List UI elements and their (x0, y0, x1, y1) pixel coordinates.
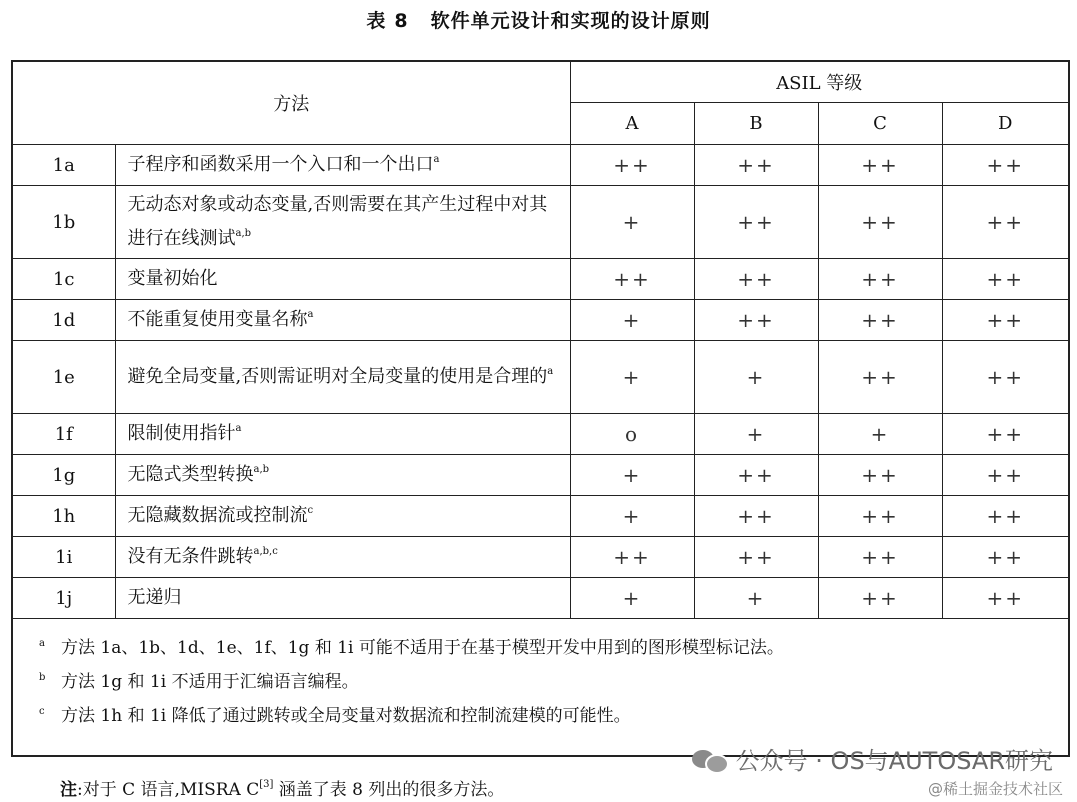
asil-rating-d: ++ (942, 414, 1069, 455)
row-footnote-ref: c (307, 505, 314, 516)
asil-rating-d: ++ (942, 537, 1069, 578)
wechat-icon (692, 746, 726, 772)
footnote (39, 631, 1068, 665)
table-row (12, 341, 1069, 414)
asil-rating-b: ++ (694, 186, 818, 259)
row-description-text: 避免全局变量,否则需证明对全局变量的使用是合理的 (127, 366, 548, 387)
footnote-letter: c (39, 706, 45, 717)
row-description-text: 无递归 (127, 587, 182, 608)
footnote-text: 方法 1a、1b、1d、1e、1f、1g 和 1i 可能不适用于在基于模型开发中用到的图形模型标记法。 (61, 638, 784, 658)
asil-rating-a: + (570, 455, 694, 496)
row-id: 1a (12, 145, 115, 186)
title-label: 表 (366, 10, 387, 32)
asil-rating-d: ++ (942, 300, 1069, 341)
row-description-text: 变量初始化 (127, 268, 218, 289)
row-id: 1h (12, 496, 115, 537)
asil-rating-c: ++ (818, 145, 942, 186)
asil-rating-d: ++ (942, 455, 1069, 496)
asil-rating-a: ++ (570, 145, 694, 186)
row-description-text: 限制使用指针 (127, 423, 236, 444)
asil-rating-a: + (570, 186, 694, 259)
asil-rating-c: + (818, 414, 942, 455)
asil-rating-a: + (570, 300, 694, 341)
note-ref: [3] (259, 779, 274, 790)
asil-rating-a: ++ (570, 537, 694, 578)
asil-rating-d: ++ (942, 341, 1069, 414)
asil-rating-a: + (570, 341, 694, 414)
asil-rating-c: ++ (818, 537, 942, 578)
table-row (12, 300, 1069, 341)
asil-rating-c: ++ (818, 259, 942, 300)
row-footnote-ref: a (307, 309, 314, 320)
row-id: 1b (12, 186, 115, 259)
note-text-before: :对于 C 语言,MISRA C (77, 780, 260, 800)
row-description (115, 414, 570, 455)
asil-rating-a: + (570, 496, 694, 537)
asil-level-d: D (942, 103, 1069, 145)
asil-rating-b: ++ (694, 300, 818, 341)
row-description (115, 186, 570, 259)
asil-rating-c: ++ (818, 341, 942, 414)
row-description-text: 无动态对象或动态变量,否则需要在其产生过程中对其进行在线测试 (127, 194, 548, 249)
footnote-text: 方法 1h 和 1i 降低了通过跳转或全局变量对数据流和控制流建模的可能性。 (61, 706, 631, 726)
asil-rating-d: ++ (942, 259, 1069, 300)
footnote (39, 699, 1068, 733)
asil-rating-c: ++ (818, 300, 942, 341)
row-description-text: 无隐式类型转换 (127, 464, 254, 485)
row-id: 1d (12, 300, 115, 341)
asil-rating-a: + (570, 578, 694, 619)
table-row (12, 186, 1069, 259)
asil-level-b: B (694, 103, 818, 145)
watermark (692, 741, 1053, 776)
asil-level-c: C (818, 103, 942, 145)
row-footnote-ref: a (547, 366, 554, 377)
row-description-text: 不能重复使用变量名称 (127, 309, 308, 330)
footnote-text: 方法 1g 和 1i 不适用于汇编语言编程。 (61, 672, 359, 692)
table-note (60, 775, 504, 800)
row-id: 1e (12, 341, 115, 414)
row-footnote-ref: a,b,c (253, 546, 278, 557)
table-row (12, 578, 1069, 619)
row-description (115, 341, 570, 414)
method-header: 方法 (12, 61, 570, 145)
table-title (0, 6, 1077, 33)
title-text: 软件单元设计和实现的设计原则 (430, 10, 711, 32)
asil-rating-a: o (570, 414, 694, 455)
watermark-main: 公众号 · OS与AUTOSAR研究 (735, 747, 1053, 775)
asil-level-a: A (570, 103, 694, 145)
footnote-letter: b (39, 672, 46, 683)
table-row (12, 537, 1069, 578)
row-id: 1g (12, 455, 115, 496)
asil-rating-d: ++ (942, 578, 1069, 619)
row-description-text: 无隐藏数据流或控制流 (127, 505, 308, 526)
asil-rating-a: ++ (570, 259, 694, 300)
asil-rating-c: ++ (818, 186, 942, 259)
row-id: 1j (12, 578, 115, 619)
asil-rating-d: ++ (942, 496, 1069, 537)
title-number: 8 (394, 10, 409, 32)
row-id: 1f (12, 414, 115, 455)
asil-rating-b: + (694, 578, 818, 619)
row-footnote-ref: a,b (235, 228, 252, 239)
footnotes-cell (12, 619, 1069, 757)
footnote-letter: a (39, 638, 45, 649)
asil-rating-d: ++ (942, 186, 1069, 259)
asil-rating-c: ++ (818, 455, 942, 496)
row-id: 1c (12, 259, 115, 300)
row-description (115, 145, 570, 186)
asil-rating-b: ++ (694, 145, 818, 186)
row-footnote-ref: a (433, 154, 440, 165)
table-row (12, 455, 1069, 496)
row-description (115, 455, 570, 496)
design-principles-table (11, 60, 1070, 757)
row-description (115, 537, 570, 578)
note-label: 注 (60, 780, 77, 800)
row-description (115, 578, 570, 619)
asil-rating-b: ++ (694, 496, 818, 537)
row-description (115, 259, 570, 300)
row-description (115, 300, 570, 341)
table-row (12, 145, 1069, 186)
row-id: 1i (12, 537, 115, 578)
asil-rating-c: ++ (818, 578, 942, 619)
asil-rating-b: ++ (694, 537, 818, 578)
row-footnote-ref: a,b (253, 464, 270, 475)
watermark-sub: @稀土掘金技术社区 (927, 780, 1063, 798)
asil-rating-d: ++ (942, 145, 1069, 186)
note-text-after: 涵盖了表 8 列出的很多方法。 (273, 780, 505, 800)
row-description-text: 没有无条件跳转 (127, 546, 254, 567)
asil-rating-b: ++ (694, 259, 818, 300)
asil-rating-c: ++ (818, 496, 942, 537)
table-row (12, 414, 1069, 455)
asil-header: ASIL 等级 (570, 61, 1069, 103)
asil-rating-b: + (694, 414, 818, 455)
table-row (12, 496, 1069, 537)
asil-rating-b: ++ (694, 455, 818, 496)
row-description (115, 496, 570, 537)
table-row (12, 259, 1069, 300)
footnote (39, 665, 1068, 699)
row-footnote-ref: a (235, 423, 242, 434)
asil-rating-b: + (694, 341, 818, 414)
row-description-text: 子程序和函数采用一个入口和一个出口 (127, 154, 434, 175)
